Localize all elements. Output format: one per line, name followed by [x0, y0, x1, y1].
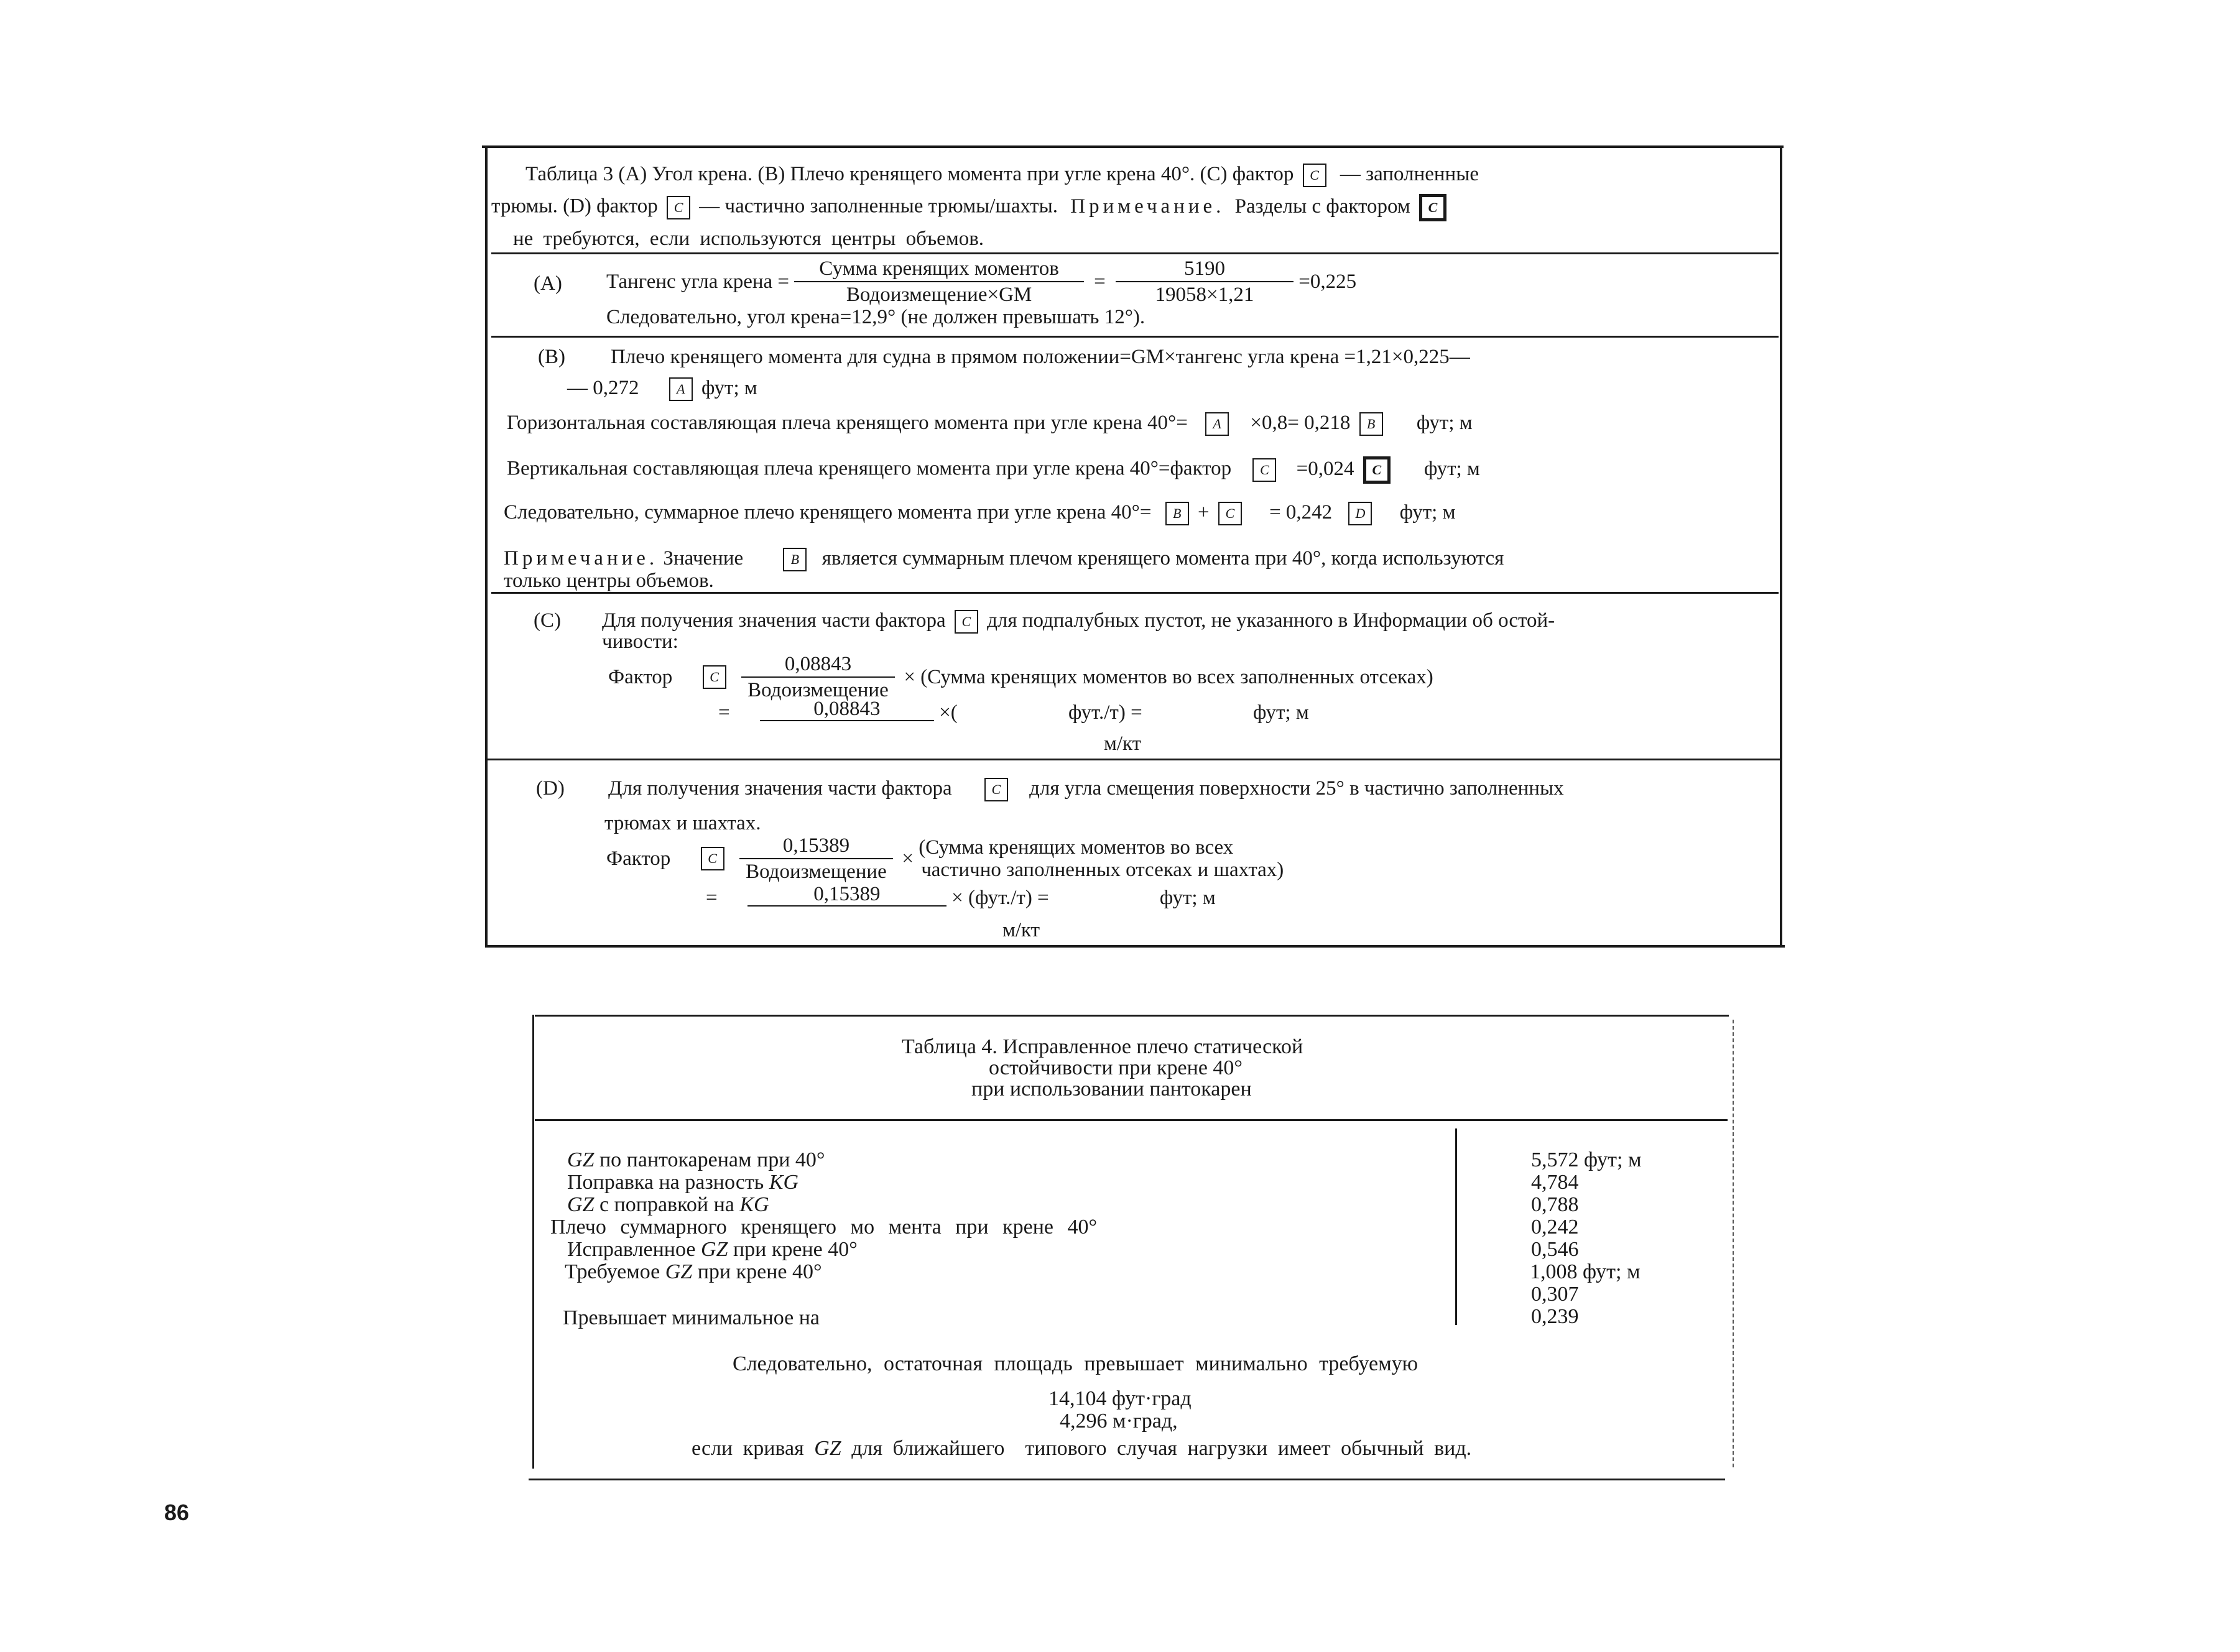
table3-top-rule: [482, 145, 1784, 148]
section-c-line2: чивости:: [602, 630, 678, 653]
section-b-note-line2: только центры объемов.: [504, 570, 714, 592]
section-d-line1: Для получения значения части фактора C для угла смещения поверхности 25° в частично заполненных: [608, 777, 1564, 801]
section-b-horizontal: Горизонтальная составляющая плеча кренящего момента при угле крена 40°= A ×0,8= 0,218 B фут; м: [507, 412, 1473, 436]
factor-b-box: B: [1359, 412, 1383, 436]
table4-final-note: если кривая GZ для ближайшего типового случая нагрузки имеет обычный вид.: [692, 1437, 1472, 1460]
table4-area-metric: 4,296 м·град,: [1060, 1410, 1178, 1433]
section-a-conclusion: Следовательно, угол крена=12,9° (не должен превышать 12°).: [606, 306, 1145, 328]
table4-left-rule: [532, 1015, 534, 1469]
table3-caption-line3: не требуются, если используются центры объемов.: [513, 228, 984, 250]
section-b-line1: Плечо кренящего момента для судна в прямом положении=GM×тангенс угла крена =1,21×0,225—: [611, 346, 1470, 368]
table4-row-label: Плечо суммарного кренящего мо мента при крене 40°: [550, 1216, 1098, 1239]
section-d-factor-row: Фактор C $\frac{0,15389}{\text{Водоизмещение}}$ × (Сумма кренящих моментов во всех частично заполненных отсеках и шахтах): [606, 834, 1284, 883]
factor-c-box: C: [1218, 502, 1242, 525]
section-b-vertical: Вертикальная составляющая плеча кренящего момента при угле крена 40°=фактор C =0,024 C фут; м: [507, 456, 1480, 484]
table4-row-value: 4,784: [1531, 1171, 1579, 1194]
table3-section-rule: [491, 592, 1779, 594]
table4-title-line2: остойчивости при крене 40°: [989, 1056, 1243, 1079]
table4-area-imperial: 14,104 фут·град: [1048, 1387, 1192, 1410]
factor-b-box: B: [1165, 502, 1189, 525]
table4-row-label: Требуемое GZ при крене 40°: [565, 1260, 822, 1283]
factor-a-box: A: [669, 377, 693, 401]
fraction-d: $\frac{0,15389}{\text{Водоизмещение}}$: [739, 834, 893, 883]
table4-row-value: 0,239: [1531, 1305, 1579, 1328]
table4-row-value: 0,242: [1531, 1216, 1579, 1239]
table4-row-label: GZ по пантокаренам при 40°: [567, 1148, 825, 1171]
factor-c-box: C: [701, 847, 724, 870]
table3-section-rule: [491, 336, 1779, 338]
fraction-moments: $\frac{\text{Сумма кренящих моментов}}{\text{Водоизмещение×GM}}$: [794, 257, 1084, 306]
table3-right-rule: [1780, 145, 1782, 948]
section-d-label: (D): [536, 777, 565, 800]
table3-section-rule: [491, 252, 1779, 254]
table3-left-rule: [485, 145, 488, 948]
table4-row-value: 0,788: [1531, 1193, 1579, 1216]
fraction-values: $\frac{5190}{19058\times 1,21}$: [1116, 257, 1294, 306]
table4-row-label: Превышает минимальное на: [563, 1306, 820, 1329]
factor-c-box: C: [984, 778, 1008, 801]
table4-title-line3: при использовании пантокарен: [971, 1077, 1252, 1101]
page-number: 86: [164, 1500, 190, 1525]
factor-c-box-bold: C: [1419, 194, 1446, 221]
section-b-line2: — 0,272 A фут; м: [567, 377, 757, 401]
section-c-line1: Для получения значения части фактора C для подпалубных пустот, не указанного в Информации об остой-: [602, 609, 1555, 634]
table4-column-rule: [1455, 1128, 1457, 1325]
factor-c-box-bold: C: [1363, 456, 1391, 484]
section-a-label: (A): [534, 272, 562, 295]
section-c-units-alt: м/кт: [1104, 732, 1142, 755]
table3-section-rule: [487, 759, 1780, 760]
section-b-note: Примечание. Значение B является суммарным плечом кренящего момента при 40°, когда используются: [504, 547, 1504, 571]
factor-c-box: C: [667, 196, 690, 219]
section-c-factor-row: Фактор C $\frac{0,08843}{\text{Водоизмещение}}$ × (Сумма кренящих моментов во всех заполненных отсеках): [608, 653, 1433, 701]
factor-b-box: B: [783, 548, 807, 571]
section-c-eq-row: = 0,08843 ×( фут./т) = фут; м: [718, 698, 1309, 724]
table4-row-value: 0,307: [1531, 1283, 1579, 1306]
factor-c-box: C: [955, 610, 978, 634]
factor-c-box: C: [703, 665, 726, 689]
section-c-label: (C): [534, 609, 561, 632]
table4-header-rule: [535, 1119, 1728, 1121]
section-b-sum: Следовательно, суммарное плечо кренящего момента при угле крена 40°= B + C = 0,242 D фут; м: [504, 501, 1455, 525]
fraction-c: $\frac{0,08843}{\text{Водоизмещение}}$: [741, 653, 895, 701]
table4-row-label: Поправка на разность KG: [567, 1171, 799, 1194]
table3-caption-line1: Таблица 3 (A) Угол крена. (B) Плечо кренящего момента при угле крена 40°. (C) фактор C — заполненные: [525, 163, 1479, 187]
table3-caption-line2: трюмы. (D) фактор C — частично заполненные трюмы/шахты. Примечание. Разделы с фактором C: [491, 194, 1450, 221]
table4-top-rule: [535, 1015, 1729, 1017]
table4-row-value: 1,008 фут; м: [1530, 1260, 1641, 1283]
table3-bottom-rule: [485, 945, 1785, 948]
section-d-units-alt: м/кт: [1002, 919, 1040, 941]
factor-c-box: C: [1303, 164, 1326, 187]
table4-row-label: Исправленное GZ при крене 40°: [567, 1238, 858, 1261]
table4-row-value: 0,546: [1531, 1238, 1579, 1261]
section-d-line2: трюмах и шахтах.: [604, 812, 761, 834]
factor-a-box: A: [1205, 412, 1229, 436]
section-b-label: (B): [538, 346, 565, 368]
section-a-formula: Тангенс угла крена = $\frac{\text{Сумма кренящих моментов}}{\text{Водоизмещение×GM}}$ = $\frac{5190}{19058\times 1,21}$ =0,225: [606, 257, 1357, 306]
factor-c-box: C: [1252, 458, 1276, 482]
table4-conclusion: Следовательно, остаточная площадь превышает минимально требуемую: [733, 1352, 1419, 1375]
section-d-eq-row: = 0,15389 × (фут./т) = фут; м: [706, 883, 1216, 909]
table4-bottom-rule: [529, 1479, 1725, 1480]
table4-row-value: 5,572 фут; м: [1531, 1148, 1642, 1171]
table4-title-line1: Таблица 4. Исправленное плечо статической: [902, 1035, 1303, 1058]
factor-d-box: D: [1348, 502, 1372, 525]
table4-right-rule: [1733, 1020, 1734, 1467]
table4-row-label: GZ с поправкой на KG: [567, 1193, 769, 1216]
